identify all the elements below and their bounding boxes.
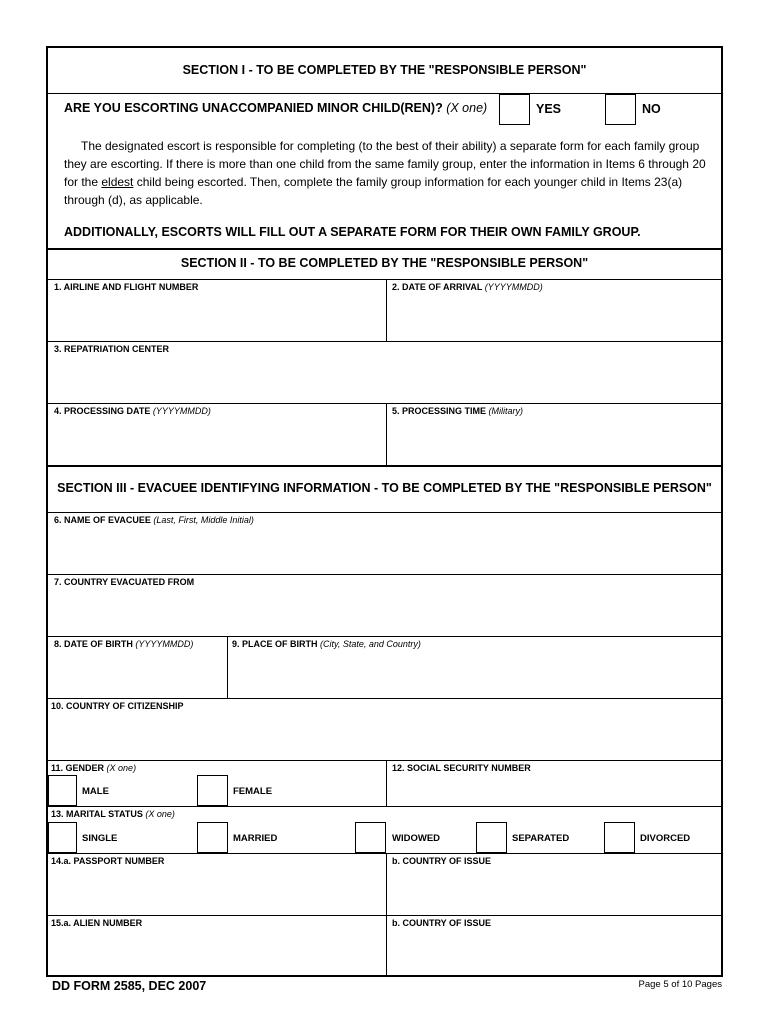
- section-divider: [48, 248, 721, 250]
- instructions-part-1: The designated escort is responsible for completing (to the best of their ability) a separate form for each family group they are escorting. If there is more than one child from the same family group, enter the information in Items 6 through 20 for the: [64, 139, 706, 189]
- item-11-text: 11. GENDER: [51, 763, 105, 773]
- item-15a-text: 15.a. ALIEN NUMBER: [51, 918, 143, 928]
- yes-label: YES: [536, 102, 562, 116]
- no-checkbox[interactable]: [605, 94, 636, 125]
- section-3-title: SECTION III - EVACUEE IDENTIFYING INFORMATION - TO BE COMPLETED BY THE "RESPONSIBLE PERSON": [57, 481, 712, 495]
- married-checkbox[interactable]: [197, 822, 228, 853]
- item-8-hint: (YYYYMMDD): [135, 639, 194, 649]
- airline-flight-input[interactable]: [49, 294, 385, 340]
- divider: [386, 279, 387, 341]
- item-12-label: [392, 763, 531, 773]
- item-9-text: 9. PLACE OF BIRTH: [232, 639, 318, 649]
- item-4-hint: (YYYYMMDD): [152, 406, 211, 416]
- item-7-label: [54, 577, 194, 587]
- divider: [48, 915, 721, 916]
- item-12-text: 12. SOCIAL SECURITY NUMBER: [392, 763, 531, 773]
- item-13-hint: (X one): [145, 809, 175, 819]
- divider: [48, 698, 721, 699]
- escort-instructions: [64, 137, 710, 209]
- divider: [48, 806, 721, 807]
- divider: [48, 760, 721, 761]
- country-evacuated-input[interactable]: [49, 589, 721, 635]
- divider: [48, 853, 721, 854]
- item-5-text: 5. PROCESSING TIME: [392, 406, 487, 416]
- passport-number-input[interactable]: [49, 868, 385, 914]
- item-15b-text: b. COUNTRY OF ISSUE: [392, 918, 492, 928]
- divider: [386, 760, 387, 806]
- item-11-label: [51, 763, 136, 773]
- divider: [227, 636, 228, 698]
- item-13-text: 13. MARITAL STATUS: [51, 809, 143, 819]
- item-6-hint: (Last, First, Middle Initial): [153, 515, 254, 525]
- item-2-hint: (YYYYMMDD): [484, 282, 543, 292]
- processing-time-input[interactable]: [388, 418, 721, 464]
- ssn-input[interactable]: [388, 775, 721, 805]
- item-14a-text: 14.a. PASSPORT NUMBER: [51, 856, 165, 866]
- divorced-label: DIVORCED: [640, 833, 691, 844]
- escort-question-text: ARE YOU ESCORTING UNACCOMPANIED MINOR CHILD(REN)?: [64, 101, 443, 115]
- item-11-hint: (X one): [106, 763, 137, 773]
- section-1-title: SECTION I - TO BE COMPLETED BY THE "RESPONSIBLE PERSON": [182, 63, 587, 77]
- male-label: MALE: [82, 786, 109, 797]
- repatriation-center-input[interactable]: [49, 356, 721, 402]
- escort-question: [64, 101, 487, 115]
- instructions-part-2: child being escorted. Then, complete the family group information for each younger child in Items 23(a) through (d), as applicable.: [64, 175, 683, 207]
- item-3-text: 3. REPATRIATION CENTER: [54, 344, 170, 354]
- item-5-label: [392, 406, 523, 416]
- section-2-title: SECTION II - TO BE COMPLETED BY THE "RESPONSIBLE PERSON": [180, 256, 589, 270]
- single-checkbox[interactable]: [48, 822, 77, 853]
- instructions-eldest: eldest: [101, 175, 134, 189]
- item-13-label: [51, 809, 175, 819]
- alien-country-input[interactable]: [388, 930, 721, 974]
- divider: [48, 341, 721, 342]
- item-2-text: 2. DATE OF ARRIVAL: [392, 282, 483, 292]
- separated-checkbox[interactable]: [476, 822, 507, 853]
- item-14b-label: [392, 856, 491, 866]
- escort-question-hint: (X one): [446, 101, 488, 115]
- item-15a-label: [51, 918, 142, 928]
- item-1-text: 1. AIRLINE AND FLIGHT NUMBER: [54, 282, 199, 292]
- divider: [48, 279, 721, 280]
- item-9-label: [232, 639, 421, 649]
- female-checkbox[interactable]: [197, 775, 228, 806]
- item-6-label: [54, 515, 254, 525]
- item-8-label: [54, 639, 193, 649]
- widowed-checkbox[interactable]: [355, 822, 386, 853]
- processing-date-input[interactable]: [49, 418, 385, 464]
- female-label: FEMALE: [233, 786, 273, 797]
- place-of-birth-input[interactable]: [229, 651, 721, 697]
- item-4-label: [54, 406, 211, 416]
- alien-number-input[interactable]: [49, 930, 385, 974]
- item-2-label: [392, 282, 543, 292]
- married-label: MARRIED: [233, 833, 278, 844]
- form-page: [46, 46, 723, 977]
- yes-checkbox[interactable]: [499, 94, 530, 125]
- additionally-note: ADDITIONALLY, ESCORTS WILL FILL OUT A SEPARATE FORM FOR THEIR OWN FAMILY GROUP.: [64, 225, 641, 239]
- item-5-hint: (Military): [488, 406, 524, 416]
- item-8-text: 8. DATE OF BIRTH: [54, 639, 133, 649]
- evacuee-name-input[interactable]: [49, 527, 721, 573]
- item-6-text: 6. NAME OF EVACUEE: [54, 515, 151, 525]
- item-10-label: [51, 701, 184, 711]
- passport-country-input[interactable]: [388, 868, 721, 914]
- divider: [386, 403, 387, 465]
- date-of-arrival-input[interactable]: [388, 294, 721, 340]
- no-label: NO: [642, 102, 661, 116]
- section-divider: [48, 465, 721, 467]
- single-label: SINGLE: [82, 833, 118, 844]
- item-1-label: [54, 282, 198, 292]
- page-number: Page 5 of 10 Pages: [638, 979, 722, 990]
- item-4-text: 4. PROCESSING DATE: [54, 406, 151, 416]
- item-9-hint: (City, State, and Country): [320, 639, 421, 649]
- male-checkbox[interactable]: [48, 775, 77, 806]
- divider: [386, 853, 387, 915]
- item-14b-text: b. COUNTRY OF ISSUE: [392, 856, 492, 866]
- divider: [48, 636, 721, 637]
- divider: [48, 403, 721, 404]
- item-15b-label: [392, 918, 491, 928]
- divider: [48, 574, 721, 575]
- item-7-text: 7. COUNTRY EVACUATED FROM: [54, 577, 195, 587]
- separated-label: SEPARATED: [512, 833, 570, 844]
- item-3-label: [54, 344, 169, 354]
- item-10-text: 10. COUNTRY OF CITIZENSHIP: [51, 701, 184, 711]
- widowed-label: WIDOWED: [392, 833, 441, 844]
- divider: [386, 915, 387, 977]
- divider: [48, 512, 721, 513]
- form-id: DD FORM 2585, DEC 2007: [52, 979, 207, 993]
- item-14a-label: [51, 856, 164, 866]
- citizenship-input[interactable]: [49, 713, 721, 759]
- date-of-birth-input[interactable]: [49, 651, 226, 697]
- divorced-checkbox[interactable]: [604, 822, 635, 853]
